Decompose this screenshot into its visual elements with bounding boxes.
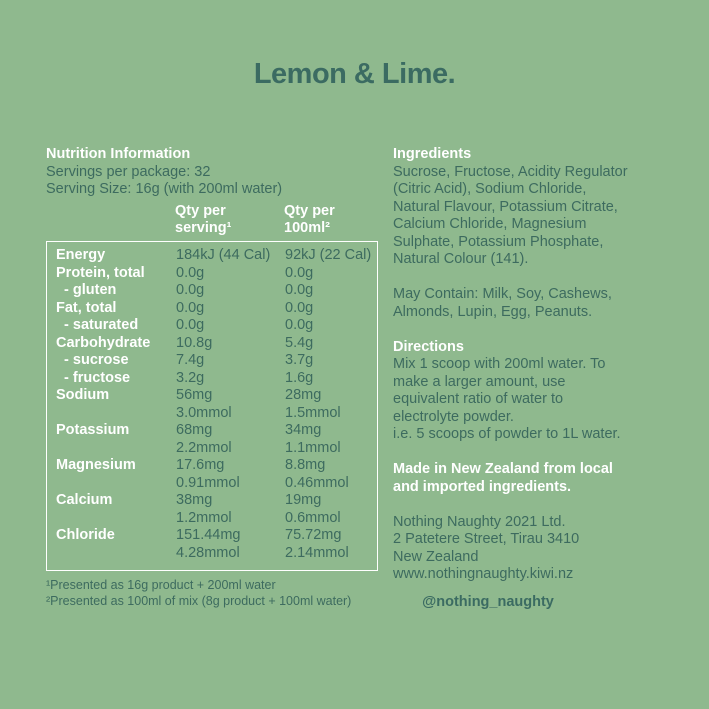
- nutrient-name: - gluten: [56, 282, 117, 298]
- footnotes: [46, 577, 351, 609]
- company-country: New Zealand: [393, 548, 479, 565]
- ingredients-section: [393, 146, 683, 269]
- nutrient-name: - sucrose: [56, 352, 129, 368]
- qty-per-serving: 0.0g: [176, 317, 205, 333]
- nutrition-row: [56, 370, 376, 388]
- nutrition-row: [56, 510, 376, 528]
- qty-per-100ml: 0.0g: [285, 282, 314, 298]
- directions-section: [393, 339, 683, 444]
- ingredients-line: Sucrose, Fructose, Acidity Regulator: [393, 163, 628, 180]
- nutrition-row: [56, 422, 376, 440]
- nutrient-name: Potassium: [56, 422, 130, 438]
- nutrition-rows: [56, 247, 376, 562]
- footnote-2: ²Presented as 100ml of mix (8g product + 100ml water): [46, 594, 352, 608]
- qty-per-100ml: 75.72mg: [285, 527, 342, 543]
- company-address: 2 Patetere Street, Tirau 3410: [393, 531, 580, 547]
- nutrition-row: [56, 492, 376, 510]
- nutrient-name: Fat, total: [56, 299, 117, 316]
- directions-line: i.e. 5 scoops of powder to 1L water.: [393, 426, 621, 442]
- per-100ml-header: Qty per 100ml²: [284, 202, 335, 236]
- nutrition-row: [56, 282, 376, 300]
- directions-line: Mix 1 scoop with 200ml water. To: [393, 356, 606, 372]
- origin-line: and imported ingredients.: [393, 478, 572, 495]
- qty-per-serving: 1.2mmol: [176, 509, 232, 526]
- qty-per-serving: 3.0mmol: [176, 404, 232, 421]
- qty-per-serving: 56mg: [176, 387, 213, 403]
- qty-per-serving: 2.2mmol: [176, 439, 232, 456]
- qty-per-100ml: 0.0g: [285, 299, 314, 316]
- qty-per-100ml: 0.0g: [285, 317, 314, 333]
- nutrition-row: [56, 545, 376, 563]
- qty-per-100ml: 0.0g: [285, 264, 314, 281]
- qty-per-serving: 38mg: [176, 492, 213, 508]
- ingredients-line: (Citric Acid), Sodium Chloride,: [393, 181, 587, 197]
- qty-per-100ml: 2.14mmol: [285, 544, 349, 561]
- qty-per-100ml: 28mg: [285, 387, 322, 403]
- per-serving-header: Qty per serving¹: [175, 202, 232, 236]
- nutrition-row: [56, 300, 376, 318]
- nutrient-name: - fructose: [56, 369, 131, 386]
- qty-per-serving: 17.6mg: [176, 457, 225, 473]
- ingredients-line: Calcium Chloride, Magnesium: [393, 216, 587, 232]
- qty-per-100ml: 0.46mmol: [285, 474, 349, 491]
- directions-heading: Directions: [393, 338, 464, 355]
- qty-per-serving: 184kJ (44 Cal): [176, 247, 271, 263]
- nutrient-name: Calcium: [56, 492, 113, 508]
- qty-per-100ml: 1.6g: [285, 369, 314, 386]
- social-handle: @nothing_naughty: [422, 593, 554, 610]
- qty-per-100ml: 5.4g: [285, 334, 314, 351]
- nutrition-row: [56, 317, 376, 335]
- nutrition-row: [56, 352, 376, 370]
- qty-per-serving: 151.44mg: [176, 527, 241, 543]
- nutrient-name: - saturated: [56, 317, 139, 333]
- directions-line: electrolyte powder.: [393, 408, 514, 425]
- allergen-line: Almonds, Lupin, Egg, Peanuts.: [393, 303, 593, 320]
- footnote-1: ¹Presented as 16g product + 200ml water: [46, 578, 276, 592]
- ingredients-line: Natural Flavour, Potassium Citrate,: [393, 198, 618, 215]
- ingredients-line: Natural Colour (141).: [393, 251, 529, 267]
- qty-per-100ml: 1.1mmol: [285, 439, 341, 456]
- ingredients-heading: Ingredients: [393, 146, 472, 162]
- origin-section: [393, 461, 683, 496]
- qty-per-100ml: 0.6mmol: [285, 509, 341, 526]
- nutrient-name: Sodium: [56, 387, 110, 403]
- nutrition-row: [56, 405, 376, 423]
- nutrition-row: [56, 440, 376, 458]
- qty-per-100ml: 19mg: [285, 492, 322, 508]
- nutrition-row: [56, 527, 376, 545]
- nutrient-name: Chloride: [56, 527, 115, 543]
- origin-line: Made in New Zealand from local: [393, 461, 613, 477]
- nutrition-panel: [46, 146, 381, 608]
- qty-per-100ml: 34mg: [285, 422, 322, 438]
- qty-per-serving: 0.91mmol: [176, 474, 240, 491]
- qty-per-serving: 68mg: [176, 422, 213, 438]
- nutrition-row: [56, 265, 376, 283]
- qty-per-serving: 0.0g: [176, 282, 205, 298]
- qty-per-100ml: 1.5mmol: [285, 404, 341, 421]
- nutrition-row: [56, 247, 376, 265]
- qty-per-100ml: 3.7g: [285, 352, 314, 368]
- nutrition-heading: Nutrition Information: [46, 146, 191, 162]
- qty-per-serving: 7.4g: [176, 352, 205, 368]
- company-name: Nothing Naughty 2021 Ltd.: [393, 513, 566, 530]
- directions-line: make a larger amount, use: [393, 373, 566, 390]
- qty-per-serving: 10.8g: [176, 334, 213, 351]
- ingredients-line: Sulphate, Potassium Phosphate,: [393, 233, 604, 250]
- allergen-section: [393, 286, 683, 321]
- qty-per-serving: 3.2g: [176, 369, 205, 386]
- nutrient-name: Protein, total: [56, 264, 145, 281]
- nutrition-row: [56, 475, 376, 493]
- info-column: [393, 146, 683, 610]
- nutrient-name: Carbohydrate: [56, 334, 151, 351]
- product-title: Lemon & Lime.: [253, 58, 456, 90]
- nutrition-row: [56, 387, 376, 405]
- qty-per-100ml: 8.8mg: [285, 457, 326, 473]
- nutrition-row: [56, 457, 376, 475]
- company-website: www.nothingnaughty.kiwi.nz: [393, 566, 574, 582]
- serving-size: Serving Size: 16g (with 200ml water): [46, 181, 283, 197]
- qty-per-100ml: 92kJ (22 Cal): [285, 247, 372, 263]
- nutrition-table: [46, 241, 378, 571]
- directions-line: equivalent ratio of water to: [393, 391, 564, 407]
- nutrient-name: Magnesium: [56, 457, 136, 473]
- qty-per-serving: 0.0g: [176, 264, 205, 281]
- nutrition-row: [56, 335, 376, 353]
- nutrition-column-headers: [46, 203, 381, 239]
- servings-per-package: Servings per package: 32: [46, 163, 211, 180]
- qty-per-serving: 0.0g: [176, 299, 205, 316]
- allergen-line: May Contain: Milk, Soy, Cashews,: [393, 286, 612, 302]
- qty-per-serving: 4.28mmol: [176, 544, 240, 561]
- company-section: [393, 514, 683, 584]
- nutrient-name: Energy: [56, 247, 106, 263]
